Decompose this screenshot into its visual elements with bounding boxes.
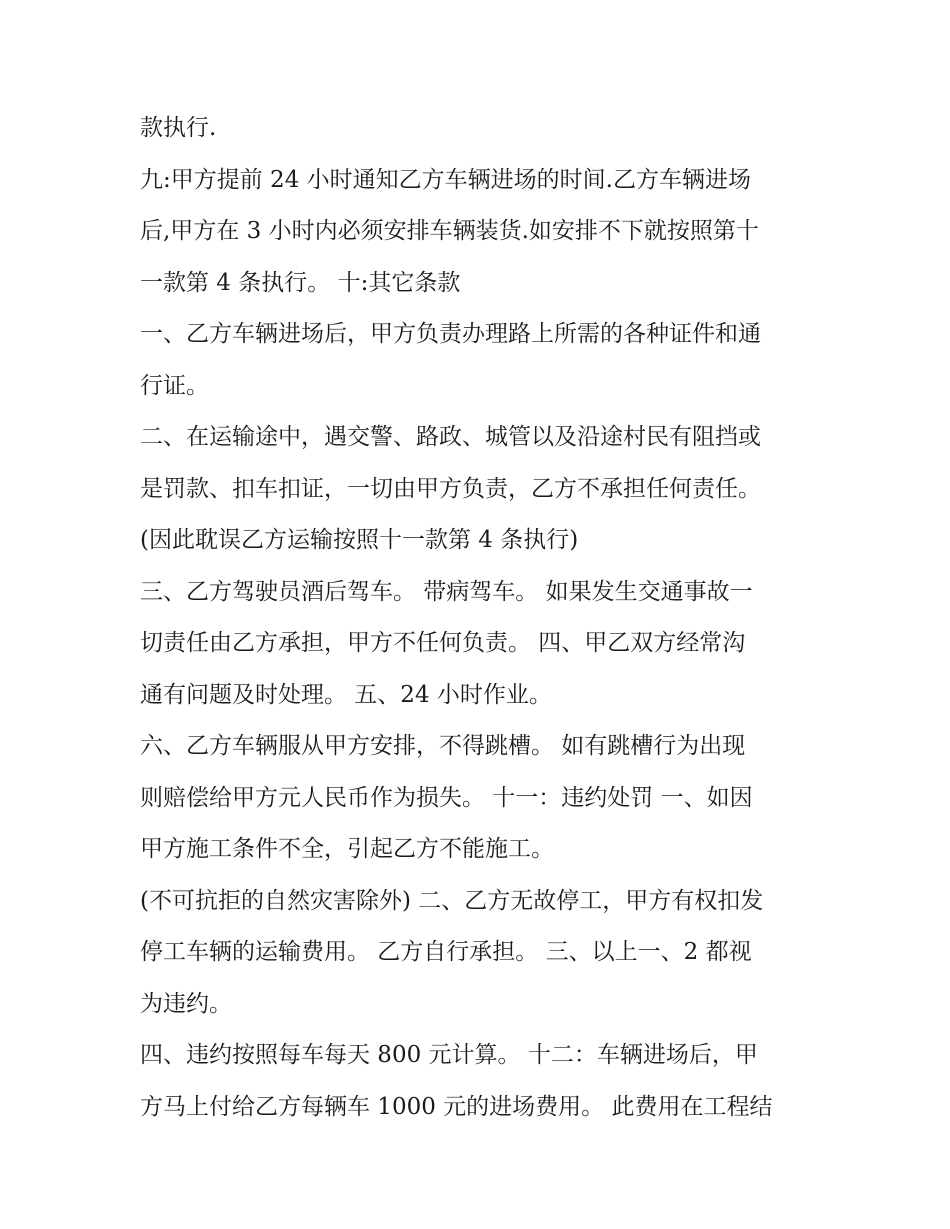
text-line: 停工车辆的运输费用。 乙方自行承担。 三、以上一、2 都视	[140, 939, 752, 965]
text-line: 六、乙方车辆服从甲方安排，不得跳槽。 如有跳槽行为出现	[140, 733, 746, 759]
text-line: 款执行.	[140, 115, 217, 141]
text-line: 九:甲方提前 24 小时通知乙方车辆进场的时间.乙方车辆进场	[140, 166, 751, 193]
text-line: 二、在运输途中，遇交警、路政、城管以及沿途村民有阻挡或	[140, 424, 761, 450]
text-line: (因此耽误乙方运输按照十一款第 4 条执行)	[140, 527, 579, 553]
text-line: 一、乙方车辆进场后，甲方负责办理路上所需的各种证件和通	[140, 321, 761, 347]
text-line: 四、违约按照每车每天 800 元计算。 十二：车辆进场后，甲	[140, 1042, 758, 1068]
text-line: 三、乙方驾驶员酒后驾车。 带病驾车。 如果发生交通事故一	[140, 578, 753, 605]
text-line: 后,甲方在 3 小时内必须安排车辆装货.如安排不下就按照第十	[140, 218, 759, 244]
document-body	[140, 103, 820, 1133]
text-line: 为违约。	[140, 990, 232, 1017]
text-line: 一款第 4 条执行。 十:其它条款	[140, 269, 461, 296]
text-line: 是罚款、扣车扣证，一切由甲方负责，乙方不承担任何责任。	[140, 475, 761, 502]
text-line: 通有问题及时处理。 五、24 小时作业。	[140, 681, 552, 708]
text-line: 切责任由乙方承担，甲方不任何负责。 四、甲乙双方经常沟	[140, 630, 746, 656]
text-line: 方马上付给乙方每辆车 1000 元的进场费用。 此费用在工程结	[140, 1093, 773, 1120]
text-line: 甲方施工条件不全，引起乙方不能施工。	[140, 836, 554, 862]
text-line: 则赔偿给甲方元人民币作为损失。 十一：违约处罚 一、如因	[140, 784, 753, 811]
text-line: 行证。	[140, 372, 209, 399]
text-line: (不可抗拒的自然灾害除外) 二、乙方无故停工，甲方有权扣发	[140, 887, 764, 914]
